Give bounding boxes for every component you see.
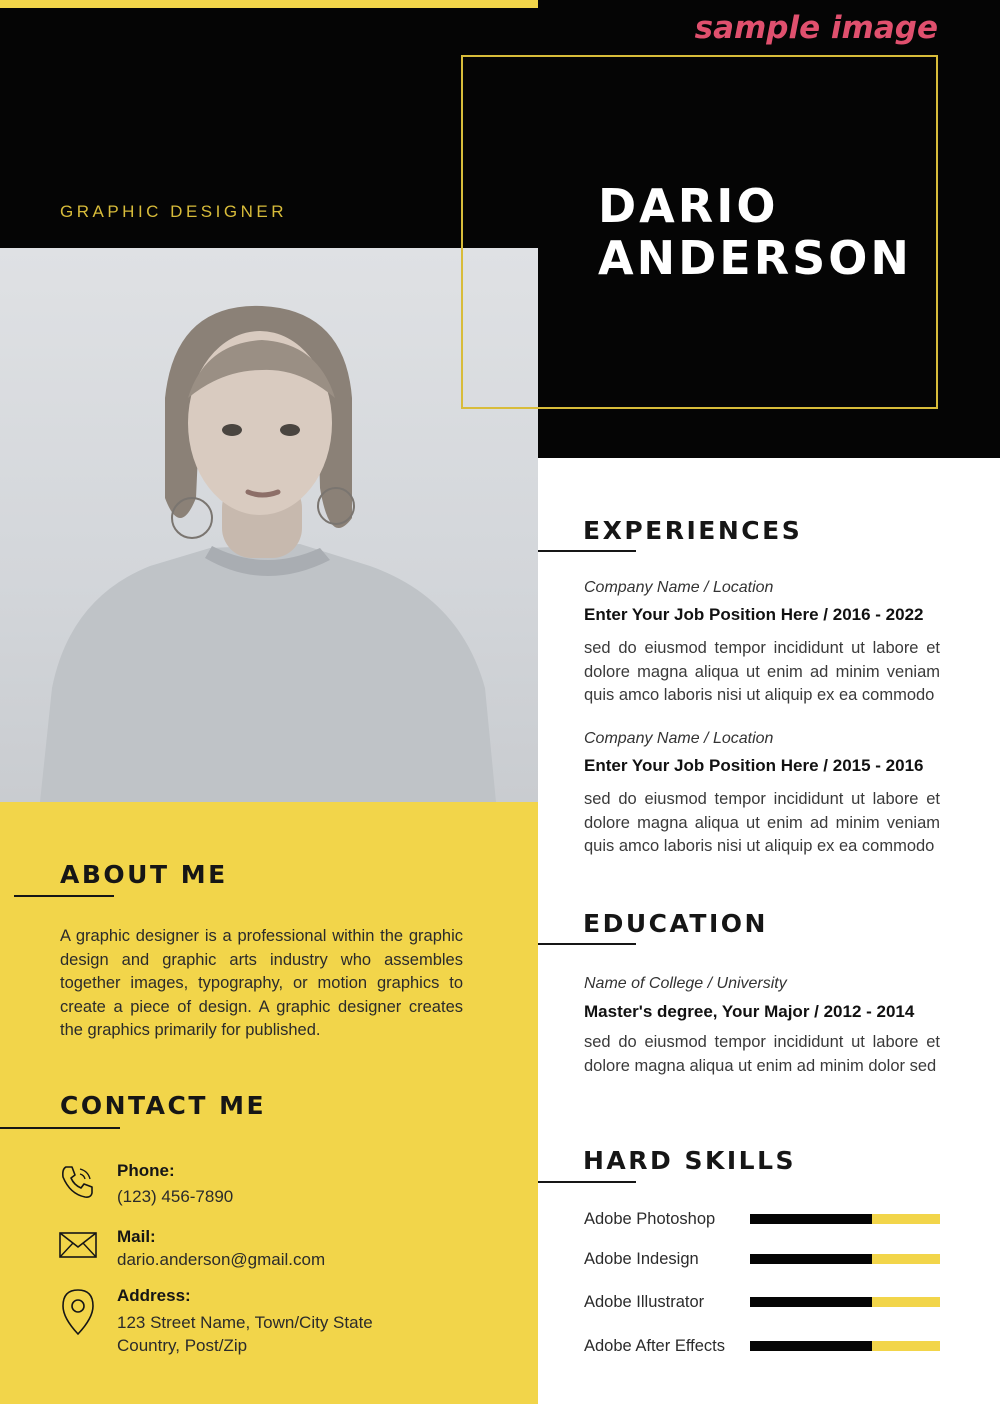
address-line-1: 123 Street Name, Town/City State xyxy=(117,1313,373,1332)
about-heading: ABOUT ME xyxy=(60,860,228,889)
first-name: DARIO xyxy=(598,179,779,233)
skill-1-bar xyxy=(750,1214,940,1224)
exp-1-description: sed do eiusmod tempor incididunt ut labore et dolore magna aliqua ut enim ad minim veniam quis amco laboris nisi ut aliquip ex ea commodo xyxy=(584,639,940,704)
phone-label: Phone: xyxy=(117,1161,175,1180)
address-label: Address: xyxy=(117,1286,191,1305)
full-name xyxy=(598,180,912,284)
job-title: GRAPHIC DESIGNER xyxy=(60,202,287,221)
location-pin-icon xyxy=(60,1288,96,1341)
mail-value[interactable]: dario.anderson@gmail.com xyxy=(117,1250,326,1269)
experiences-heading: EXPERIENCES xyxy=(583,516,803,545)
portrait-illustration xyxy=(0,248,538,802)
skill-3-bar-fill xyxy=(750,1297,872,1307)
skill-4-bar xyxy=(750,1341,940,1351)
skill-3-name: Adobe Illustrator xyxy=(584,1293,705,1311)
exp-1-position: Enter Your Job Position Here / 2016 - 2022 xyxy=(584,605,924,624)
skill-4-name: Adobe After Effects xyxy=(584,1337,725,1355)
profile-photo xyxy=(0,248,538,802)
education-heading: EDUCATION xyxy=(583,909,768,938)
skill-2-name: Adobe Indesign xyxy=(584,1250,699,1268)
exp-2-company: Company Name / Location xyxy=(584,730,774,747)
phone-icon xyxy=(58,1163,96,1206)
top-yellow-strip xyxy=(0,0,538,8)
skill-4-bar-fill xyxy=(750,1341,872,1351)
skills-heading: HARD SKILLS xyxy=(583,1146,797,1175)
address-line-2: Country, Post/Zip xyxy=(117,1336,248,1355)
skill-3-bar xyxy=(750,1297,940,1307)
about-underline xyxy=(14,895,114,897)
last-name: ANDERSON xyxy=(598,231,912,285)
education-college: Name of College / University xyxy=(584,975,787,992)
experiences-underline xyxy=(538,550,636,552)
education-degree: Master's degree, Your Major / 2012 - 2014 xyxy=(584,1002,915,1021)
education-underline xyxy=(538,943,636,945)
skill-1-name: Adobe Photoshop xyxy=(584,1210,716,1228)
skill-2-bar-fill xyxy=(750,1254,872,1264)
skills-underline xyxy=(538,1181,636,1183)
contact-heading: CONTACT ME xyxy=(60,1091,267,1120)
mail-label: Mail: xyxy=(117,1227,156,1246)
skill-1-bar-fill xyxy=(750,1214,872,1224)
mail-icon xyxy=(58,1230,98,1265)
watermark: sample image xyxy=(694,10,938,46)
contact-underline xyxy=(0,1127,120,1129)
phone-value: (123) 456-7890 xyxy=(117,1187,234,1206)
skill-2-bar xyxy=(750,1254,940,1264)
education-description: sed do eiusmod tempor incididunt ut labore et dolore magna aliqua ut enim ad minim dolor sed xyxy=(584,1033,940,1075)
exp-1-company: Company Name / Location xyxy=(584,579,774,596)
about-text: A graphic designer is a professional within the graphic design and graphic arts industry who assembles together images, typography, or motion graphics to create a piece of design. A graphic designer creates the graphics primarily for published. xyxy=(60,927,463,1039)
exp-2-description: sed do eiusmod tempor incididunt ut labore et dolore magna aliqua ut enim ad minim veniam quis amco laboris nisi ut aliquip ex ea commodo xyxy=(584,790,940,855)
exp-2-position: Enter Your Job Position Here / 2015 - 2016 xyxy=(584,756,924,775)
